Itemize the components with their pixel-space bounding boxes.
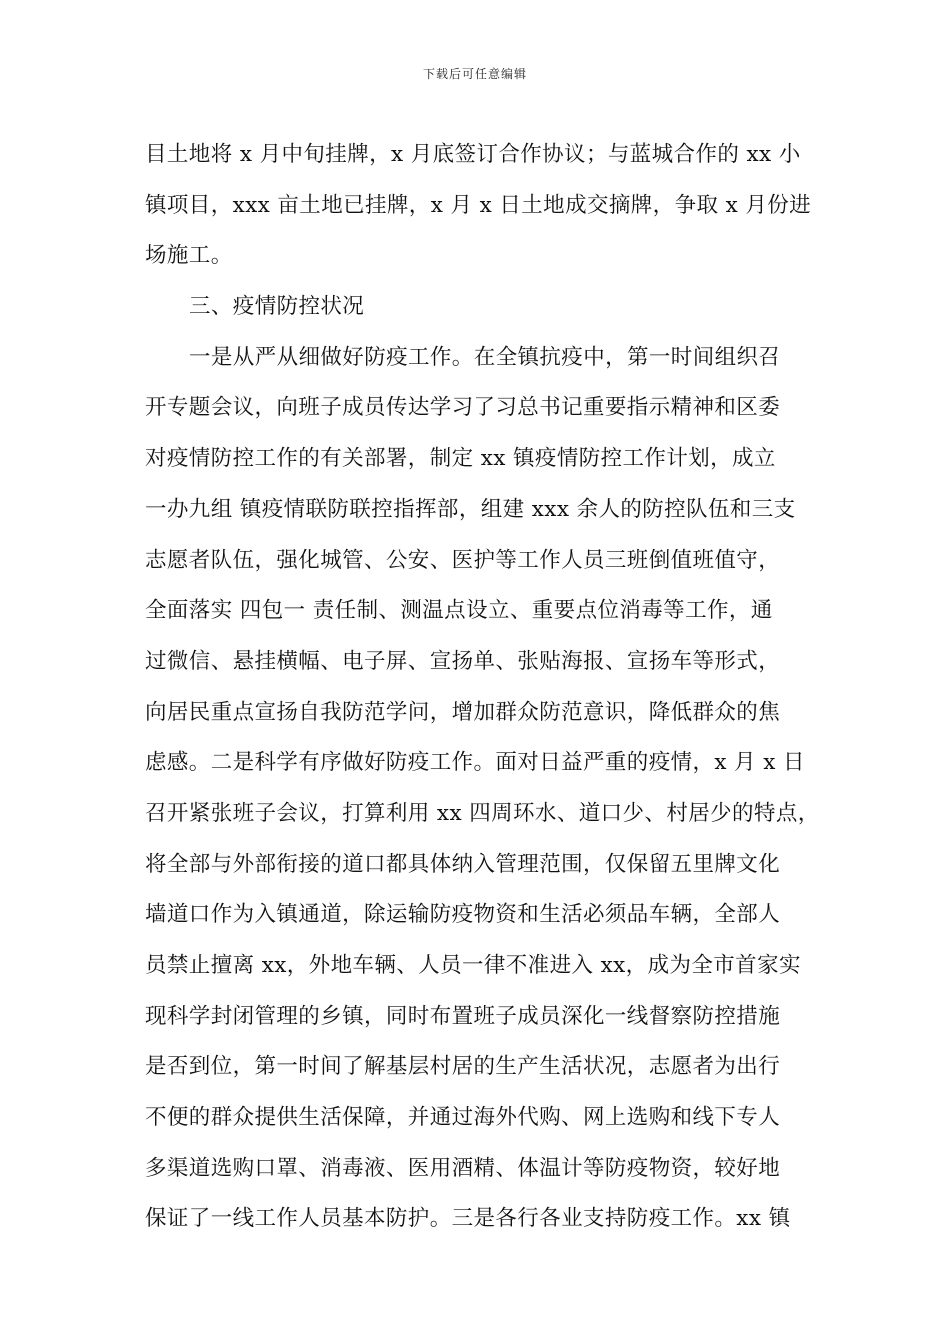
text-line: 召开紧张班子会议，打算利用 xx 四周环水、道口少、村居少的特点， (145, 800, 820, 826)
text-line: 虑感。二是科学有序做好防疫工作。面对日益严重的疫情，x 月 x 日 (145, 750, 805, 776)
text-line: 开专题会议，向班子成员传达学习了习总书记重要指示精神和区委 (145, 395, 781, 421)
text-line: 过微信、悬挂横幅、电子屏、宣扬单、张贴海报、宣扬车等形式， (145, 648, 781, 674)
text-line: 向居民重点宣扬自我防范学问，增加群众防范意识，降低群众的焦 (145, 699, 781, 725)
text-line: 镇项目，xxx 亩土地已挂牌，x 月 x 日土地成交摘牌，争取 x 月份进 (145, 192, 812, 218)
header-note: 下载后可任意编辑 (422, 67, 527, 81)
text-line: 对疫情防控工作的有关部署，制定 xx 镇疫情防控工作计划，成立 (145, 446, 776, 472)
text-line: 将全部与外部衔接的道口都具体纳入管理范围，仅保留五里牌文化 (145, 851, 781, 877)
section-heading: 三、疫情防控状况 (189, 294, 365, 320)
text-line: 一办九组 镇疫情联防联控指挥部，组建 xxx 余人的防控队伍和三支 (145, 496, 796, 522)
text-line: 员禁止擅离 xx，外地车辆、人员一律不准进入 xx，成为全市首家实 (145, 953, 801, 978)
text-line: 墙道口作为入镇通道，除运输防疫物资和生活必须品车辆，全部人 (145, 902, 781, 928)
text-line: 目土地将 x 月中旬挂牌，x 月底签订合作协议；与蓝城合作的 xx 小 (145, 142, 801, 167)
text-line: 多渠道选购口罩、消毒液、医用酒精、体温计等防疫物资，较好地 (145, 1155, 781, 1181)
paragraph-start: 一是从严从细做好防疫工作。在全镇抗疫中，第一时间组织召 (189, 344, 781, 370)
text-line: 保证了一线工作人员基本防护。三是各行各业支持防疫工作。xx 镇 (145, 1206, 791, 1232)
text-line: 志愿者队伍，强化城管、公安、医护等工作人员三班倒值班值守， (145, 547, 781, 573)
body-text (145, 130, 825, 1245)
text-line: 不便的群众提供生活保障，并通过海外代购、网上选购和线下专人 (145, 1105, 781, 1131)
text-line: 是否到位，第一时间了解基层村居的生产生活状况，志愿者为出行 (145, 1054, 781, 1080)
text-line: 现科学封闭管理的乡镇，同时布置班子成员深化一线督察防控措施 (145, 1003, 781, 1029)
text-line: 全面落实 四包一 责任制、测温点设立、重要点位消毒等工作，通 (145, 598, 773, 624)
text-line: 场施工。 (145, 243, 233, 269)
